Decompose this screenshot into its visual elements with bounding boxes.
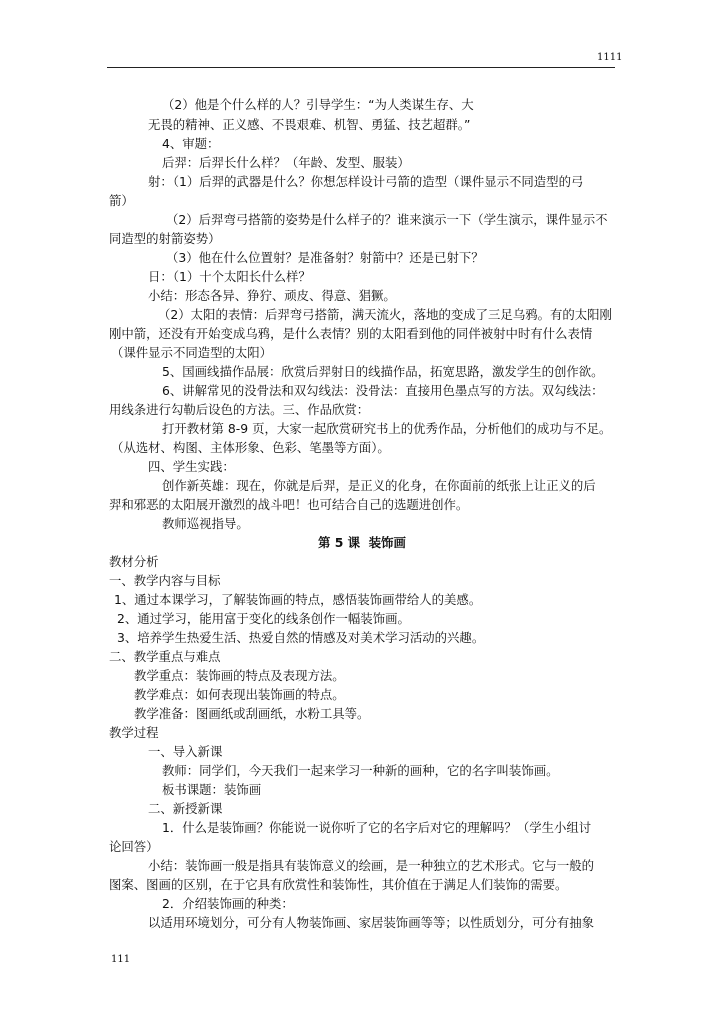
paragraph-line: 同造型的射箭姿势）	[109, 231, 221, 246]
section-heading: 一、教学内容与目标	[109, 573, 221, 588]
paragraph-line: （2）他是个什么样的人？引导学生：“为人类谋生存、大	[162, 97, 474, 112]
paragraph-line: 小结：装饰画一般是指具有装饰意义的绘画，是一种独立的艺术形式。它与一般的	[148, 858, 595, 873]
paragraph-line: 5、国画线描作品展：欣赏后羿射日的线描作品，拓宽思路，激发学生的创作欲。	[162, 364, 604, 379]
paragraph-line: 日：（1）十个太阳长什么样？	[148, 269, 311, 284]
paragraph-line: （2）太阳的表情：后羿弯弓搭箭，满天流火，落地的变成了三足乌鸦。有的太阳刚	[158, 307, 612, 322]
section-heading: 教学过程	[109, 725, 159, 740]
paragraph-line: 板书课题：装饰画	[162, 782, 262, 797]
paragraph-line: 6、讲解常见的没骨法和双勾线法：没骨法：直接用色墨点写的方法。双勾线法：	[162, 383, 604, 398]
paragraph-line: 教学准备：图画纸或刮画纸，水粉工具等。	[134, 706, 370, 721]
paragraph-line: 教师巡视指导。	[162, 516, 249, 531]
paragraph-line: 打开教材第 8-9 页，大家一起欣赏研究书上的优秀作品，分析他们的成功与不足。	[162, 421, 612, 436]
list-item: 1、通过本课学习，了解装饰画的特点，感悟装饰画带给人的美感。	[114, 592, 482, 607]
paragraph-line: 小结：形态各异、狰狞、顽皮、得意、猖獗。	[148, 288, 396, 303]
paragraph-line: （从选材、构图、主体形象、色彩、笔墨等方面）。	[111, 440, 390, 455]
paragraph-line: 以适用环境划分，可分有人物装饰画、家居装饰画等等；以性质划分，可分有抽象	[148, 915, 595, 930]
paragraph-line: 2．介绍装饰画的种类：	[162, 896, 294, 911]
paragraph-line: 论回答）	[109, 839, 159, 854]
paragraph-line: 教学难点：如何表现出装饰画的特点。	[134, 687, 345, 702]
paragraph-line: 用线条进行勾勒后设色的方法。三、作品欣赏：	[109, 402, 370, 417]
paragraph-line: 创作新英雄：现在，你就是后羿，是正义的化身，在你面前的纸张上让正义的后	[162, 478, 596, 493]
section-heading: 二、新授新课	[148, 801, 223, 816]
paragraph-line: 无畏的精神、正义感、不畏艰难、机智、勇猛、技艺超群。”	[148, 117, 471, 132]
paragraph-line: 图案、图画的区别，在于它具有欣赏性和装饰性，其价值在于满足人们装饰的需要。	[109, 877, 568, 892]
section-heading: 教材分析	[109, 554, 159, 569]
paragraph-line: （课件显示不同造型的太阳）	[111, 345, 273, 360]
list-item: 3、培养学生热爱生活、热爱自然的情感及对美术学习活动的兴趣。	[117, 630, 485, 645]
paragraph-line: 教师：同学们，今天我们一起来学习一种新的画种，它的名字叫装饰画。	[162, 763, 559, 778]
section-heading: 二、教学重点与难点	[109, 649, 221, 664]
page-header-number: 1111	[597, 52, 623, 63]
paragraph-line: 教学重点：装饰画的特点及表现方法。	[134, 668, 345, 683]
section-heading: 一、导入新课	[148, 744, 223, 759]
paragraph-line: 箭）	[109, 193, 134, 208]
paragraph-line: 后羿：后羿长什么样？（年龄、发型、服装）	[162, 155, 410, 170]
section-heading: 四、学生实践：	[148, 459, 235, 474]
header-rule	[107, 67, 615, 68]
paragraph-line: （3）他在什么位置射？是准备射？射箭中？还是已射下？	[166, 250, 484, 265]
paragraph-line: 羿和邪恶的太阳展开激烈的战斗吧！也可结合自己的选题进创作。	[109, 497, 469, 512]
page-footer-number: 111	[111, 954, 131, 965]
paragraph-line: 1．什么是装饰画？你能说一说你听了它的名字后对它的理解吗？（学生小组讨	[162, 820, 592, 835]
paragraph-line: （2）后羿弯弓搭箭的姿势是什么样子的？谁来演示一下（学生演示，课件显示不	[166, 212, 608, 227]
lesson-title: 第 5 课 装饰画	[318, 535, 406, 550]
paragraph-line: 射：（1）后羿的武器是什么？你想怎样设计弓箭的造型（课件显示不同造型的弓	[148, 174, 584, 189]
list-item: 2、通过学习，能用富于变化的线条创作一幅装饰画。	[117, 611, 410, 626]
section-heading: 4、审题：	[162, 136, 220, 151]
paragraph-line: 刚中箭，还没有开始变成乌鸦，是什么表情？别的太阳看到他的同伴被射中时有什么表情	[109, 326, 593, 341]
